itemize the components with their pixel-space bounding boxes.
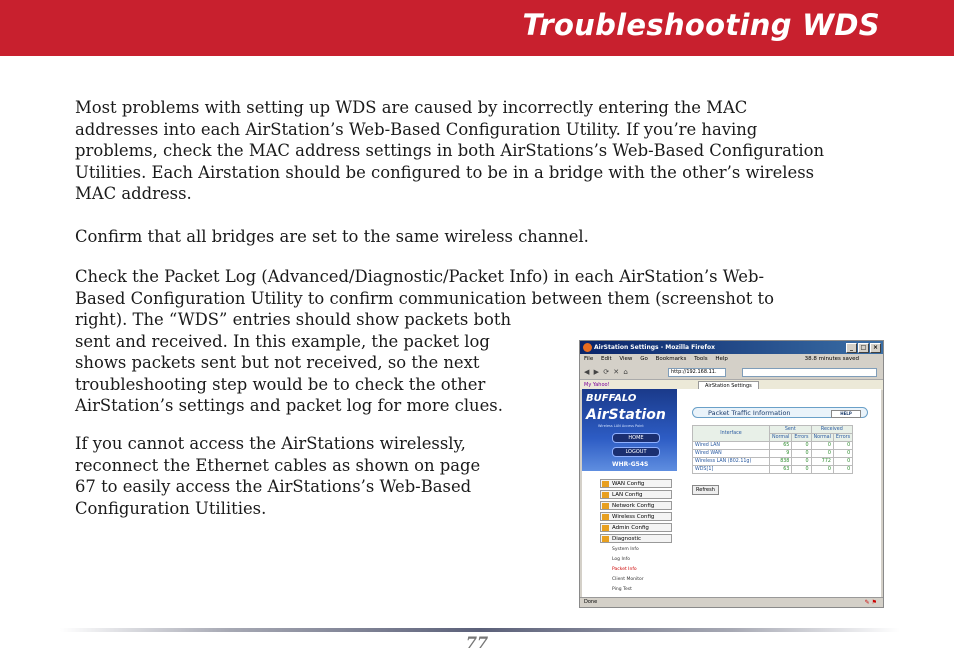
text-line: problems, check the MAC address settings in both AirStations’s Web-Based Configuration [75,141,825,160]
packet-panel [692,389,878,597]
table-row [693,466,853,474]
diag-item-log-info: Log Info [612,557,630,562]
minimize-icon: _ [846,343,857,353]
diag-item-system-info: System Info [612,547,639,552]
text-line: MAC address. [75,184,192,203]
sidebar-item-network-config [600,501,672,510]
cell-value: 63 [770,466,792,474]
menu-view: View [619,356,633,362]
cell-value: 0 [792,442,811,450]
sidebar-item-label: LAN Config [612,492,643,498]
packet-table [692,425,853,474]
row-interface: Wired LAN [693,442,770,450]
cell-value: 772 [811,458,833,466]
refresh-button: Refresh [692,485,719,495]
text-line: reconnect the Ethernet cables as shown on page [75,455,481,475]
product-subtitle: Wireless LAN Access Point [598,424,644,428]
window-titlebar [580,341,883,354]
logout-button: LOGOUT [612,447,660,457]
table-row [693,450,853,458]
col-received-normal: Normal [811,434,833,442]
cell-value: 0 [833,458,852,466]
paragraph-mac-addresses [75,97,895,205]
help-button: HELP [831,410,861,418]
text-line: Confirm that all bridges are set to the same wireless channel. [75,227,589,246]
tab-airstation-settings: AirStation Settings [698,381,759,391]
paragraph-channel [75,226,895,248]
search-field [742,368,877,377]
window-title: AirStation Settings - Mozilla Firefox [594,344,715,351]
menu-go: Go [640,356,648,362]
col-sent-normal: Normal [770,434,792,442]
menu-tools: Tools [694,356,708,362]
sidebar-item-lan-config [600,490,672,499]
text-line: Configuration Utilities. [75,498,267,518]
diag-item-client-monitor: Client Monitor [612,577,644,582]
cell-value: 9 [770,450,792,458]
home-button: HOME [612,433,660,443]
table-row [693,458,853,466]
col-sent-errors: Errors [792,434,811,442]
sidebar-item-wan-config [600,479,672,488]
airstation-logo [582,389,677,471]
cell-value: 0 [792,466,811,474]
panel-title-text: Packet Traffic Information [708,409,791,417]
router-sidebar [582,389,677,597]
table-row [693,442,853,450]
browser-statusbar [580,597,883,607]
cell-value: 0 [811,442,833,450]
sidebar-item-label: Network Config [612,503,655,509]
url-field: http://192.168.11. [668,368,726,377]
col-sent: Sent [770,426,812,434]
firefox-icon [583,343,592,352]
sidebar-item-diagnostic [600,534,672,543]
arrow-icon [602,514,609,520]
text-line: troubleshooting step would be to check the other [75,374,486,394]
cell-value: 0 [833,466,852,474]
cell-value: 0 [792,450,811,458]
saved-time: 38.8 minutes saved [804,356,859,362]
arrow-icon [602,525,609,531]
menu-help: Help [715,356,728,362]
text-line: sent and received. In this example, the packet log [75,331,490,351]
row-interface: Wireless LAN (802.11g) [693,458,770,466]
menu-file: File [584,356,594,362]
sidebar-item-admin-config [600,523,672,532]
col-interface: Interface [693,426,770,442]
paragraph-ethernet [75,433,545,519]
status-icons: ✎ ⚑ [864,599,877,606]
brand-name: BUFFALO [586,393,637,404]
arrow-icon [602,536,609,542]
row-interface: WDS[1] [693,466,770,474]
diag-item-ping-test: Ping Test [612,587,632,592]
menu-edit: Edit [600,356,612,362]
arrow-icon [602,503,609,509]
sidebar-item-label: Admin Config [612,525,649,531]
nav-buttons-icon: ◀ ▶ ⟳ ✕ ⌂ [584,368,629,376]
cell-value: 0 [811,450,833,458]
sidebar-item-wireless-config [600,512,672,521]
text-line: Most problems with setting up WDS are caused by incorrectly entering the MAC [75,98,748,117]
arrow-icon [602,481,609,487]
col-received: Received [811,426,853,434]
browser-content [582,389,881,597]
browser-navbar [580,365,883,379]
arrow-icon [602,492,609,498]
header-banner [0,0,954,56]
cell-value: 0 [792,458,811,466]
text-line: Utilities. Each Airstation should be configured to be in a bridge with the other’s wireless [75,162,815,182]
text-line: right). The “WDS” entries should show packets both [75,310,512,329]
page-title: Troubleshooting WDS [522,8,880,42]
text-line: shows packets sent but not received, so the next [75,353,480,372]
browser-screenshot [579,340,884,608]
text-line: Based Configuration Utility to confirm communication between them (screenshot to [75,288,774,308]
cell-value: 838 [770,458,792,466]
tab-my-yahoo: My Yahoo! [584,382,610,388]
cell-value: 0 [833,442,852,450]
row-interface: Wired WAN [693,450,770,458]
text-line: 67 to easily access the AirStations’s Web-Based [75,477,472,496]
footer-divider [60,628,900,632]
maximize-icon: □ [858,343,869,353]
diag-item-packet-info: Packet Info [612,567,637,572]
window-controls [846,343,881,353]
text-line: If you cannot access the AirStations wirelessly, [75,434,466,453]
sidebar-item-label: Diagnostic [612,536,642,542]
sidebar-item-label: Wireless Config [612,514,655,520]
browser-menubar [580,354,883,365]
sidebar-item-label: WAN Config [612,481,645,487]
model-name: WHR-G54S [612,461,649,468]
text-line: AirStation’s settings and packet log for more clues. [75,396,503,415]
text-line: addresses into each AirStation’s Web-Based Configuration Utility. If you’re having [75,119,758,139]
cell-value: 0 [811,466,833,474]
panel-title [692,407,868,418]
page-number: 77 [465,633,489,652]
close-icon: × [870,343,881,353]
status-text: Done [584,599,598,605]
text-line: Check the Packet Log (Advanced/Diagnostic/Packet Info) in each AirStation’s Web- [75,267,765,286]
product-name: AirStation [586,407,666,423]
col-received-errors: Errors [833,434,852,442]
menu-bookmarks: Bookmarks [655,356,687,362]
cell-value: 65 [770,442,792,450]
cell-value: 0 [833,450,852,458]
